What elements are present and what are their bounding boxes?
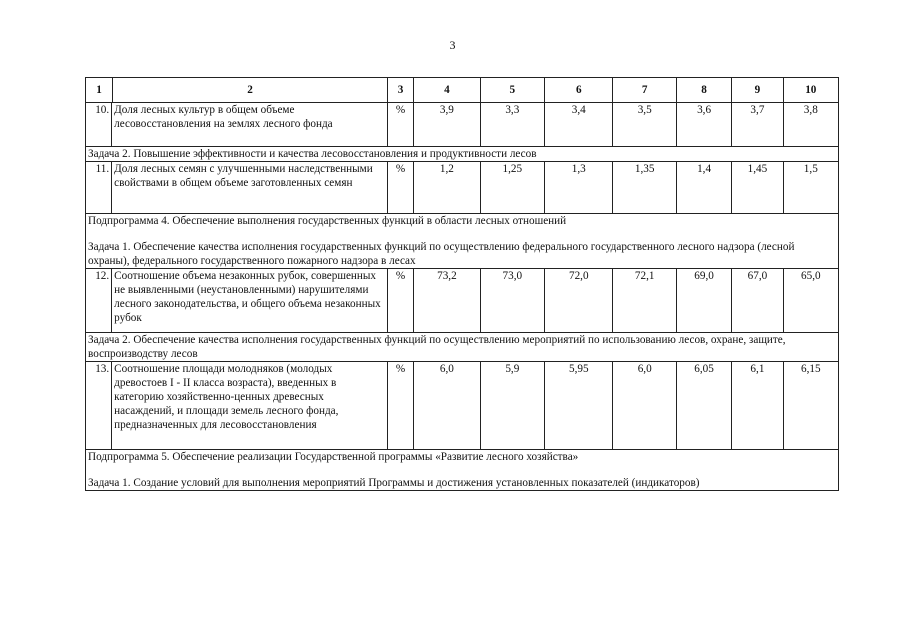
header-cell: 6 xyxy=(545,78,613,103)
indicator-value: 67,0 xyxy=(732,269,783,333)
indicator-name: Соотношение объема незаконных рубок, совершенных не выявленными (неустановленными) нарушителями лесного законодательства, и общего объема незаконных рубок xyxy=(112,269,388,333)
indicator-value: 1,2 xyxy=(414,162,480,214)
section-heading: Задача 1. Создание условий для выполнения мероприятий Программы и достижения установленных показателей (индикаторов) xyxy=(88,477,700,489)
indicator-unit: % xyxy=(388,162,414,214)
section-cell xyxy=(86,147,839,162)
page-number: 3 xyxy=(449,38,456,52)
indicator-name: Доля лесных семян с улучшенными наследственными свойствами в общем объеме заготовленных семян xyxy=(112,162,388,214)
indicator-value: 3,5 xyxy=(613,103,676,147)
section-heading: Задача 2. Повышение эффективности и качества лесовосстановления и продуктивности лесов xyxy=(88,148,537,160)
indicator-unit: % xyxy=(388,362,414,450)
indicator-value: 73,2 xyxy=(414,269,480,333)
indicator-number: 13. xyxy=(86,362,112,450)
indicator-value: 6,0 xyxy=(613,362,676,450)
section-heading: Задача 1. Обеспечение качества исполнения государственных функций по осуществлению федерального государственного лесного надзора (лесной охраны), федерального государственного пожарного надзора в лесах xyxy=(88,241,795,267)
indicator-value: 3,4 xyxy=(545,103,613,147)
header-cell: 2 xyxy=(112,78,387,102)
indicator-row xyxy=(86,269,839,333)
section-heading: Задача 2. Обеспечение качества исполнения государственных функций по осуществлению мероприятий по использованию лесов, охране, защите, воспроизводству лесов xyxy=(88,334,786,360)
indicator-value: 3,7 xyxy=(732,103,783,147)
header-cell: 1 xyxy=(96,84,102,96)
indicator-value: 5,9 xyxy=(480,362,544,450)
indicator-number: 11. xyxy=(86,162,112,214)
indicator-value: 3,6 xyxy=(676,103,731,147)
section-cell xyxy=(86,333,839,362)
section-cell xyxy=(86,214,839,269)
header-cell: 10 xyxy=(783,78,838,103)
indicator-value: 6,1 xyxy=(732,362,783,450)
indicator-value: 1,4 xyxy=(676,162,731,214)
indicator-unit: % xyxy=(388,269,414,333)
indicator-value: 72,1 xyxy=(613,269,676,333)
indicator-unit: % xyxy=(388,103,414,147)
section-row xyxy=(86,214,839,269)
indicator-value: 1,45 xyxy=(732,162,783,214)
indicator-value: 3,8 xyxy=(783,103,838,147)
indicator-value: 1,35 xyxy=(613,162,676,214)
section-row xyxy=(86,450,839,491)
header-cell: 3 xyxy=(388,78,414,103)
header-cell: 9 xyxy=(732,78,783,103)
indicator-value: 5,95 xyxy=(545,362,613,450)
indicator-name: Доля лесных культур в общем объеме лесовосстановления на землях лесного фонда xyxy=(112,103,388,147)
indicator-value: 6,05 xyxy=(676,362,731,450)
section-row xyxy=(86,333,839,362)
indicator-number: 10. xyxy=(86,103,112,147)
indicator-row xyxy=(86,103,839,147)
indicators-table xyxy=(85,77,839,491)
header-cell: 5 xyxy=(480,78,544,103)
indicator-value: 3,9 xyxy=(414,103,480,147)
indicator-value: 65,0 xyxy=(783,269,838,333)
indicator-value: 73,0 xyxy=(480,269,544,333)
indicator-value: 1,25 xyxy=(480,162,544,214)
indicator-row xyxy=(86,162,839,214)
header-row xyxy=(86,78,839,103)
indicator-number: 12. xyxy=(86,269,112,333)
section-heading: Подпрограмма 5. Обеспечение реализации Государственной программы «Развитие лесного хозяйства» xyxy=(88,451,579,463)
header-cell: 4 xyxy=(414,78,480,103)
indicator-row xyxy=(86,362,839,450)
header-cell: 8 xyxy=(676,78,731,103)
section-cell xyxy=(86,450,839,491)
header-cell: 7 xyxy=(613,78,676,103)
indicator-value: 6,0 xyxy=(414,362,480,450)
indicator-value: 1,5 xyxy=(783,162,838,214)
section-heading: Подпрограмма 4. Обеспечение выполнения государственных функций в области лесных отношений xyxy=(88,215,567,227)
indicator-name: Соотношение площади молодняков (молодых древостоев I - II класса возраста), введенных в категорию хозяйственно-ценных древесных насаждений, и площади земель лесного фонда, предназначенных для лесовосстановления xyxy=(112,362,388,450)
indicator-value: 6,15 xyxy=(783,362,838,450)
indicator-value: 69,0 xyxy=(676,269,731,333)
section-row xyxy=(86,147,839,162)
indicator-value: 3,3 xyxy=(480,103,544,147)
header-cell-number-name xyxy=(86,78,388,103)
indicator-value: 72,0 xyxy=(545,269,613,333)
indicator-value: 1,3 xyxy=(545,162,613,214)
